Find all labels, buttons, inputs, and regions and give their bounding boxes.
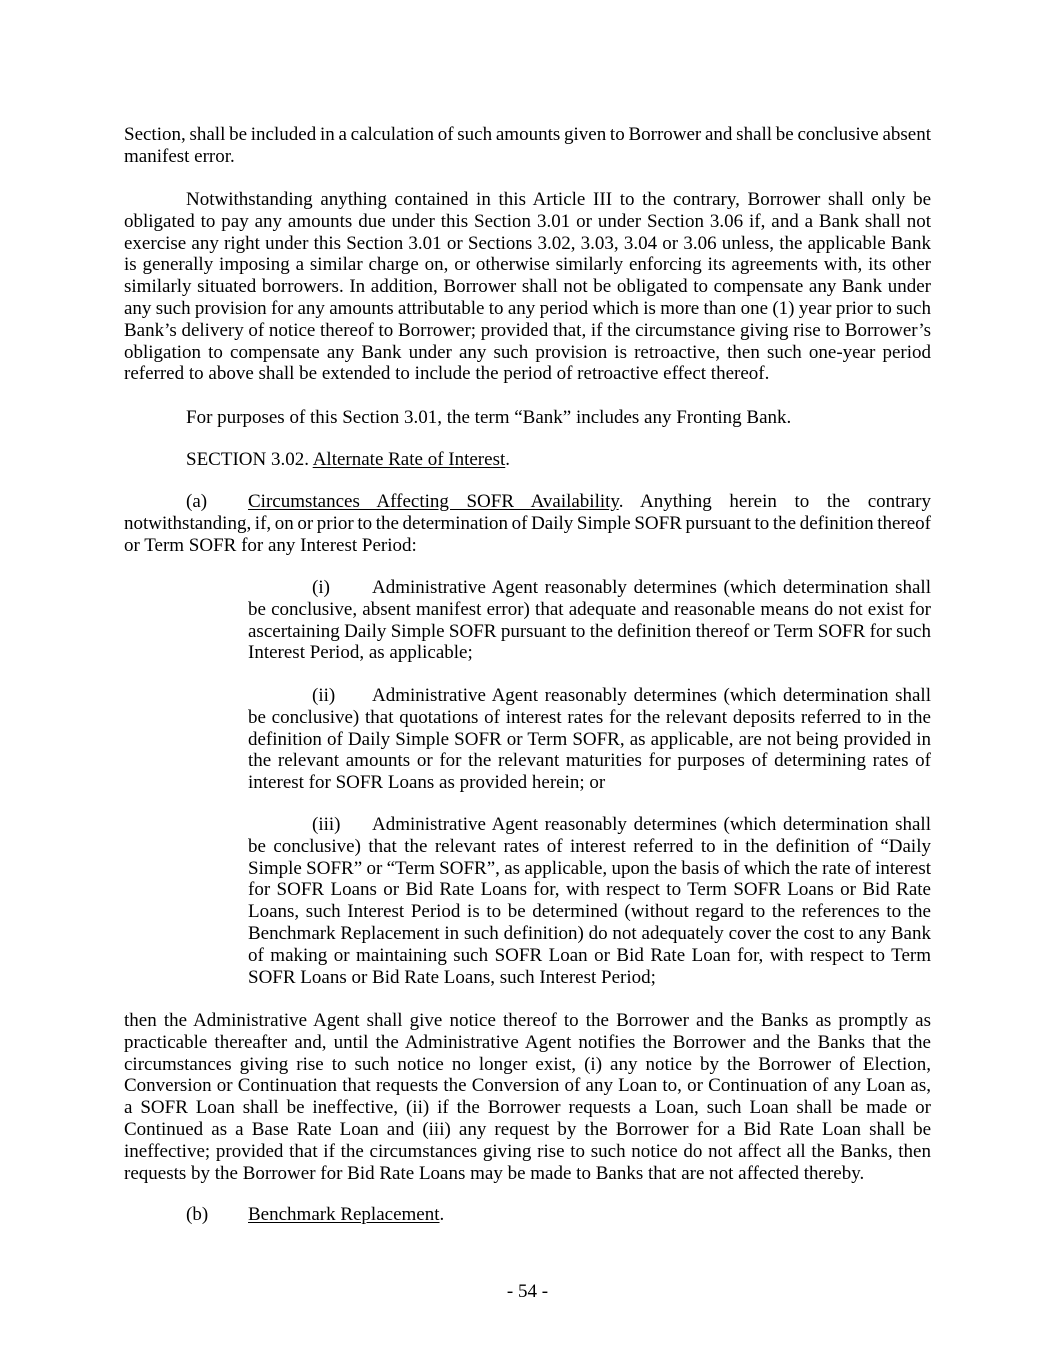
text-line: exercise any right under this Section 3.01 or Sections 3.02, 3.03, 3.04 or 3.06 unless, the applicable Bank <box>124 232 931 254</box>
section-title: Alternate Rate of Interest <box>312 449 506 470</box>
clause-heading-period: . <box>618 491 624 512</box>
text-line: circumstances giving rise to such notice no longer exist, (i) any notice by the Borrower of Election, <box>124 1053 931 1075</box>
text-fragment: Anything herein to the contrary <box>640 491 931 512</box>
section-number: SECTION 3.02. <box>186 449 309 470</box>
text-line: notwithstanding, if, on or prior to the determination of Daily Simple SOFR pursuant to the definition thereof <box>124 512 931 534</box>
clause-label: (b) <box>186 1204 209 1225</box>
clause-heading: Benchmark Replacement <box>248 1204 440 1225</box>
text-line: obligated to pay any amounts due under this Section 3.01 or under Section 3.06 if, and a Bank shall not <box>124 210 931 232</box>
subclause-iii <box>248 814 931 988</box>
text-line: Administrative Agent reasonably determines (which determination shall <box>372 577 931 598</box>
paragraph-notwithstanding <box>124 189 931 385</box>
text-line: manifest error. <box>124 145 235 167</box>
subclause-ii <box>248 685 931 794</box>
subclause-label: (iii) <box>312 814 341 835</box>
text-line: Simple SOFR” or “Term SOFR”, as applicable, upon the basis of which the rate of interest <box>248 857 931 879</box>
section-title-period: . <box>505 449 510 470</box>
text-line: is generally imposing a similar charge on, or otherwise similarly enforcing its agreements with, its other <box>124 254 931 276</box>
paragraph-then <box>124 1010 931 1184</box>
text-line: similarly situated borrowers. In addition, Borrower shall not be obligated to compensate any Bank under <box>124 276 931 298</box>
clause-a <box>124 491 931 556</box>
text-line: practicable thereafter and, until the Administrative Agent notifies the Borrower and the Banks that the <box>124 1031 931 1053</box>
text-line: Notwithstanding anything contained in this Article III to the contrary, Borrower shall only be <box>186 189 931 210</box>
text-line: Administrative Agent reasonably determines (which determination shall <box>372 685 931 706</box>
text-line: be conclusive, absent manifest error) that adequate and reasonable means do not exist for <box>248 598 931 620</box>
text-line: obligation to compensate any Bank under any such provision is retroactive, then such one-year period <box>124 341 931 363</box>
section-heading-line <box>186 449 931 471</box>
subclause-label: (ii) <box>312 685 336 706</box>
text-line: Interest Period, as applicable; <box>248 642 473 664</box>
text-line: Continued as a Base Rate Loan and (iii) any request by the Borrower for a Bid Rate Loan shall be <box>124 1118 931 1140</box>
text-line: Administrative Agent reasonably determines (which determination shall <box>372 814 931 835</box>
page-number: - 54 - <box>506 1281 549 1302</box>
text-line: the relevant amounts or for the relevant maturities for purposes of determining rates of <box>248 750 931 772</box>
text-line: SOFR Loans or Bid Rate Loans, such Interest Period; <box>248 966 656 988</box>
text-line: Conversion or Continuation that requests the Conversion of any Loan to, or Continuation of any Loan as, <box>124 1075 931 1097</box>
subclause-label: (i) <box>312 577 330 598</box>
clause-heading-line <box>248 1204 931 1226</box>
text-line: of making or maintaining such SOFR Loan or Bid Rate Loan for, with respect to Term <box>248 944 931 966</box>
text-line: ineffective; provided that if the circumstances giving rise to such notice do not affect all the Banks, then <box>124 1140 931 1162</box>
clause-heading-line <box>248 491 931 513</box>
text-line: Benchmark Replacement in such definition) do not adequately cover the cost to any Bank <box>248 922 931 944</box>
subclause-i <box>248 577 931 664</box>
text-line: definition of Daily Simple SOFR or Term SOFR, as applicable, are not being provided in <box>248 728 931 750</box>
clause-heading: Circumstances Affecting SOFR Availability <box>248 491 619 512</box>
text-line: referred to above shall be extended to include the period of retroactive effect thereof. <box>124 363 770 385</box>
text-line: then the Administrative Agent shall give notice thereof to the Borrower and the Banks as promptly as <box>124 1010 931 1031</box>
clause-label: (a) <box>186 491 208 512</box>
paragraph-continuation <box>124 124 931 168</box>
text-line: requests by the Borrower for Bid Rate Loans may be made to Banks that are not affected thereby. <box>124 1162 865 1184</box>
text-line: a SOFR Loan shall be ineffective, (ii) if the Borrower requests a Loan, such Loan shall be made or <box>124 1097 931 1119</box>
text-line: or Term SOFR for any Interest Period: <box>124 534 417 556</box>
text-line: Bank’s delivery of notice thereof to Borrower; provided that, if the circumstance giving rise to Borrower’s <box>124 319 931 341</box>
text-line: be conclusive) that the relevant rates of interest referred to in the definition of “Daily <box>248 835 931 857</box>
text-line: Section, shall be included in a calculation of such amounts given to Borrower and shall be conclusive absent <box>124 124 931 145</box>
clause-heading-period: . <box>439 1204 445 1225</box>
text-line: for SOFR Loans or Bid Rate Loans for, with respect to Term SOFR Loans or Bid Rate <box>248 879 931 901</box>
text-line: Loans, such Interest Period is to be determined (without regard to the references to the <box>248 901 931 923</box>
text-line: For purposes of this Section 3.01, the term “Bank” includes any Fronting Bank. <box>186 407 792 428</box>
text-line: interest for SOFR Loans as provided herein; or <box>248 772 606 794</box>
text-line: any such provision for any amounts attributable to any period which is more than one (1) year prior to such <box>124 297 931 319</box>
section-heading <box>124 449 931 471</box>
clause-b <box>124 1204 931 1226</box>
text-line: be conclusive) that quotations of interest rates for the relevant deposits referred to in the <box>248 706 931 728</box>
text-line: ascertaining Daily Simple SOFR pursuant to the definition thereof or Term SOFR for such <box>248 620 931 642</box>
paragraph-bank-definition <box>124 407 931 429</box>
